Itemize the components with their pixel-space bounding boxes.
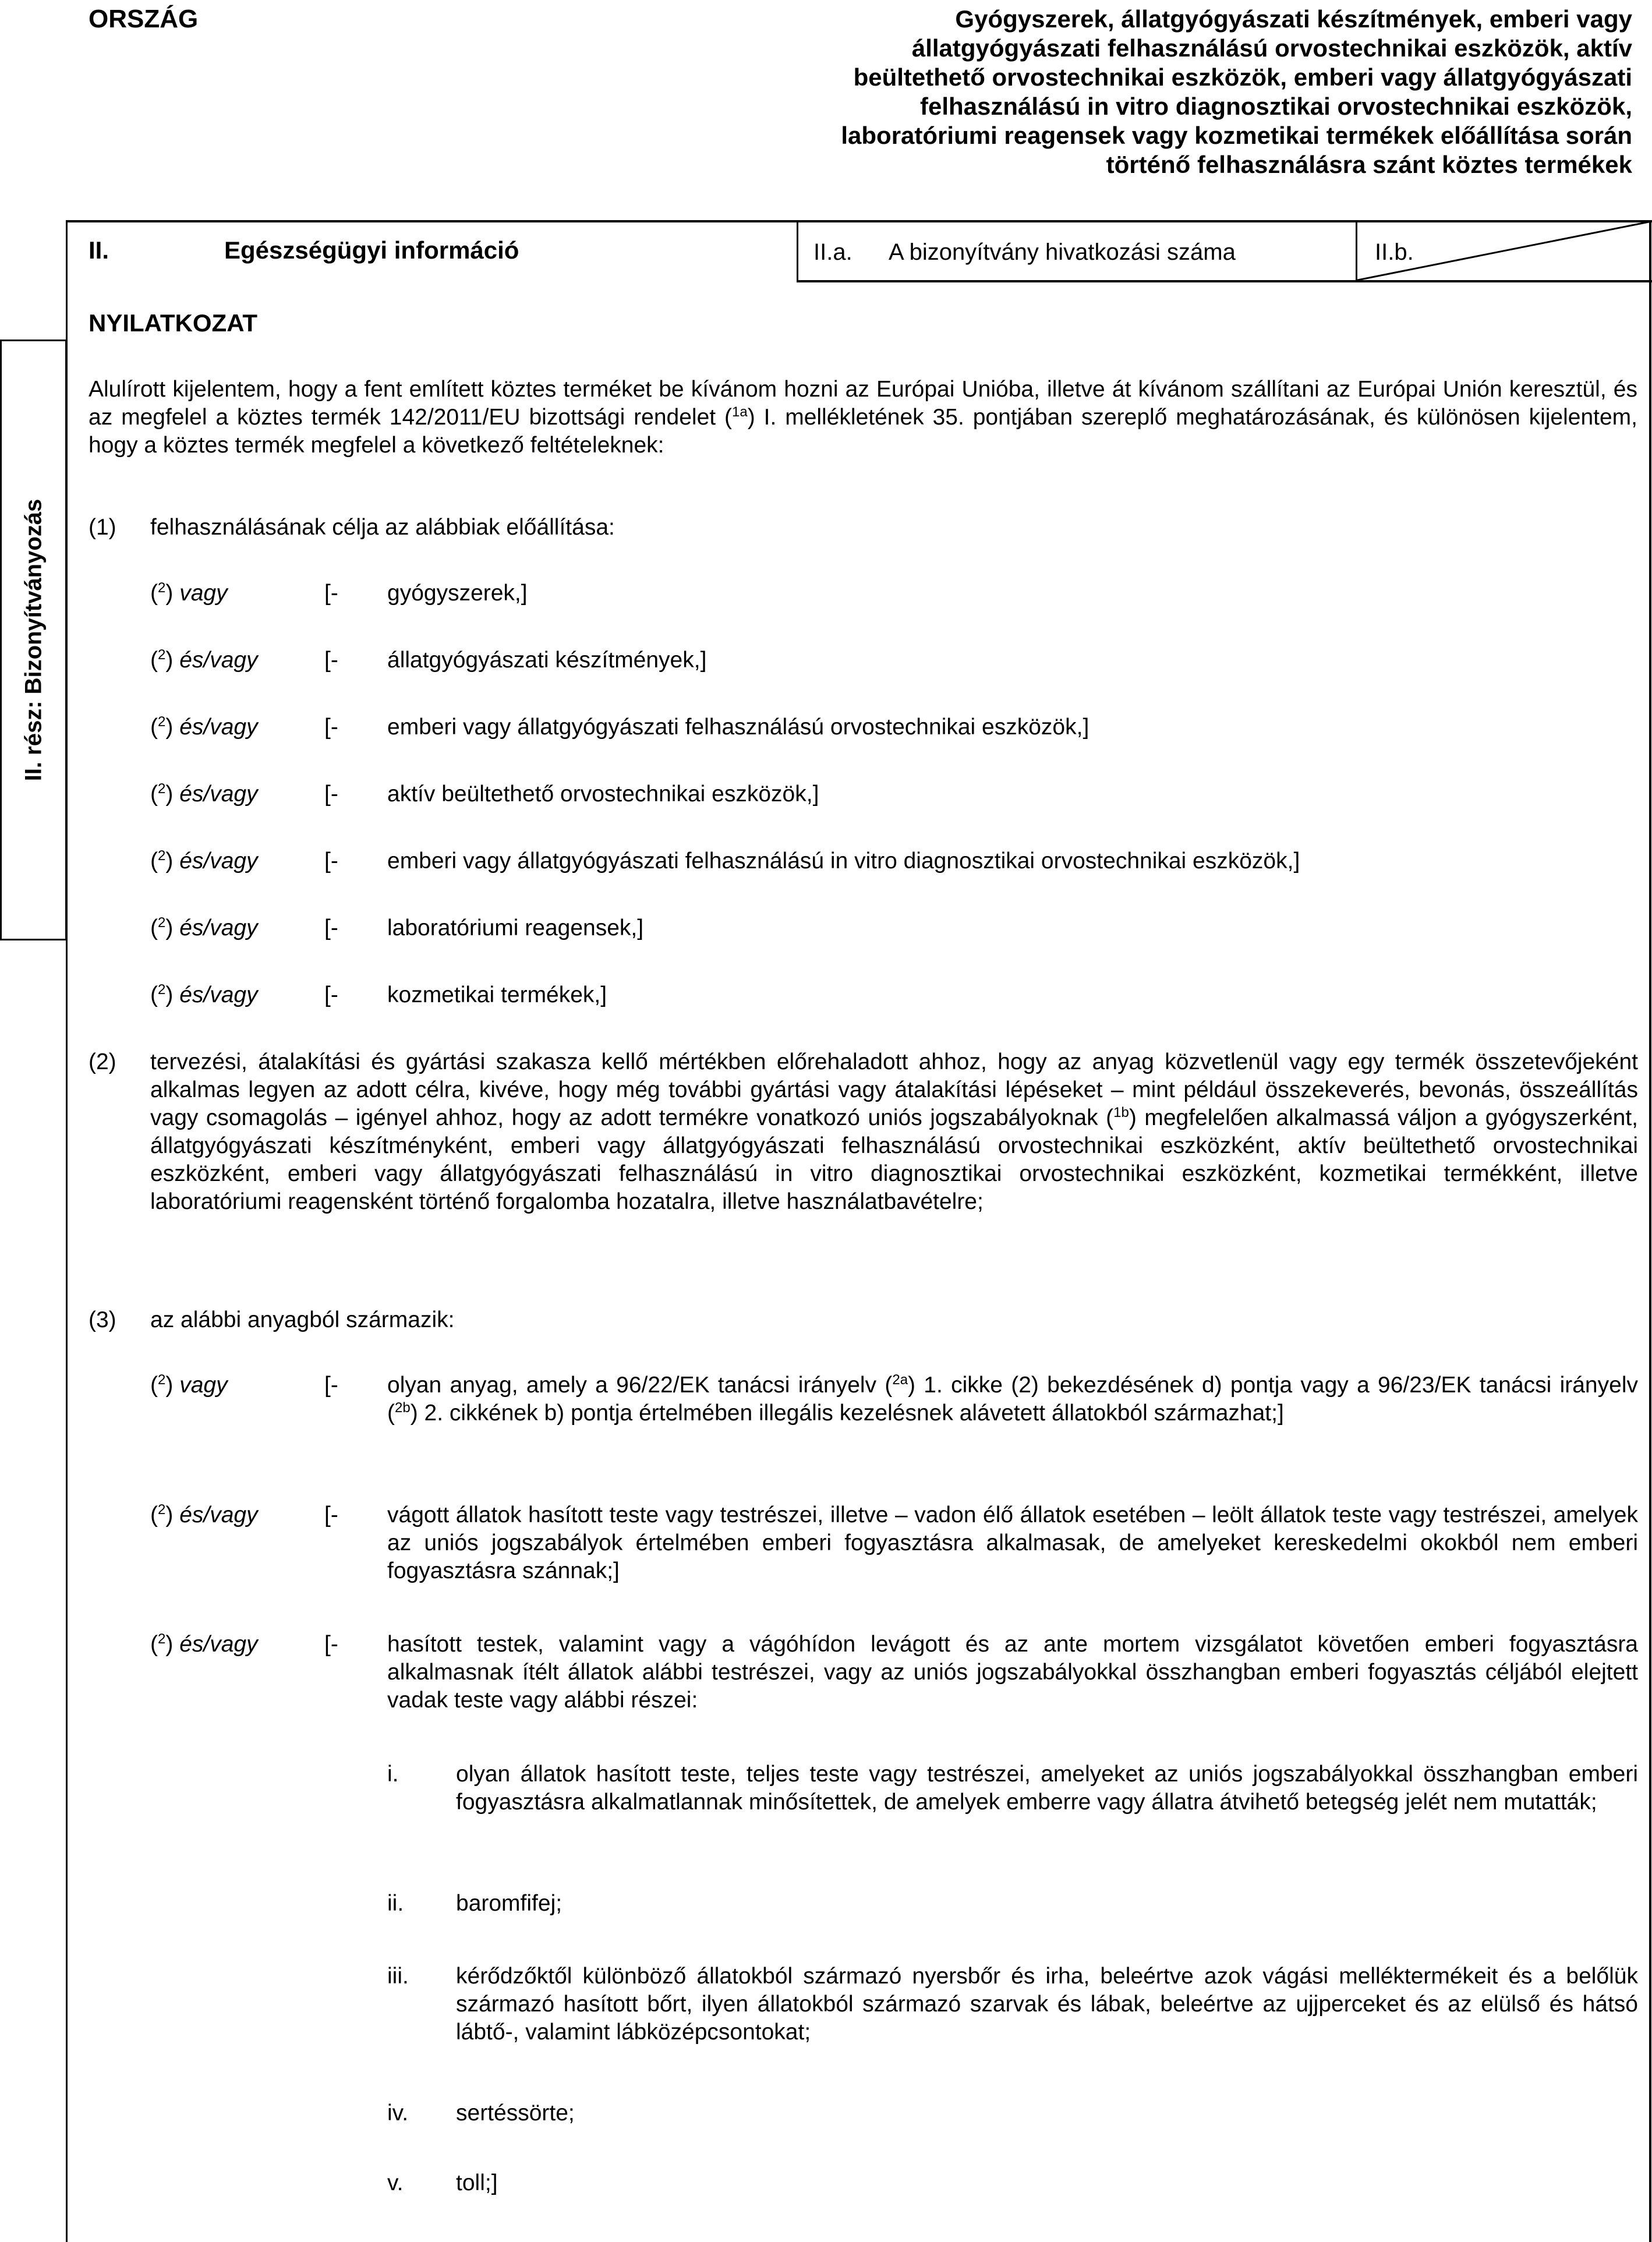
point-1-text: felhasználásának célja az alábbiak előállítása: xyxy=(150,515,615,540)
option-text: állatgyógyászati készítmények,] xyxy=(387,648,707,673)
option-bracket: [- xyxy=(324,648,338,673)
option-bracket: [- xyxy=(324,982,338,1007)
subitem-text: sertéssörte; xyxy=(456,2100,575,2126)
option-label: ($^2$) és/vagy xyxy=(150,781,258,807)
subitem-text: kérődzőktől különböző állatokból származó nyersbőr és irha, beleértve azok vágási melléktermékeit és a belőlük származó hasított bőrt, ilyen állatokból származó szarvak és lábak, beleértve az ujjperceket és az elülső és hátsó lábtő-, valamint lábközépcsontokat; xyxy=(456,1964,1638,2045)
certificate-reference-cell[interactable] xyxy=(797,221,1356,282)
cell-a-number: II.a. xyxy=(813,239,852,265)
option-label: ($^2$) és/vagy xyxy=(150,848,258,874)
option-bracket: [- xyxy=(324,581,338,606)
cell-a-label: A bizonyítvány hivatkozási száma xyxy=(889,239,1236,265)
subitem-text: toll;] xyxy=(456,2170,498,2195)
frame-right-border xyxy=(1649,220,1651,2242)
subitem-number: iv. xyxy=(387,2100,409,2126)
option-label: ($^2$) és/vagy xyxy=(150,982,258,1007)
point-2-text: tervezési, átalakítási és gyártási szakasza kellő mértékben előrehaladott ahhoz, hogy az anyag közvetlenül vagy egy termék összetevőjeként alkalmas legyen az adott célra, kivéve, hogy még további gyártási vagy átalakítási lépéseket – mint például összekeverés, bevonás, összeállítás vagy csomagolás – igényel ahhoz, hogy az adott termékre vonatkozó uniós jogszabályoknak ($^{1b}$) megfelelően alkalmassá váljon a gyógyszerként, állatgyógyászati készítményként, emberi vagy állatgyógyászati felhasználású orvostechnikai eszközként, aktív beültethető orvostechnikai eszközként, emberi vagy állatgyógyászati felhasználású in vitro diagnosztikai orvostechnikai eszközként, kozmetikai termékként, illetve laboratóriumi reagensként történő forgalomba hozatalra, illetve használatbavételre; xyxy=(150,1049,1639,1214)
option-bracket: [- xyxy=(324,848,338,874)
declaration-title: NYILATKOZAT xyxy=(89,309,258,337)
option-bracket: [- xyxy=(324,915,338,940)
subitem-text: baromfifej; xyxy=(456,1891,563,1916)
cell-b-number: II.b. xyxy=(1375,239,1414,265)
point-3-number: (3) xyxy=(89,1307,116,1332)
sidebar-label: II. rész: Bizonyítványozás xyxy=(20,498,46,781)
option-label: ($^2$) vagy xyxy=(150,1372,228,1398)
document-title: Gyógyszerek, állatgyógyászati készítmények, emberi vagy állatgyógyászati felhasználású orvostechnikai eszközök, aktív beültethető orvostechnikai eszközök, emberi vagy állatgyógyászati felhasználású in vitro diagnosztikai orvostechnikai eszközök, laboratóriumi reagensek vagy kozmetikai termékek előállítása során történő felhasználásra szánt köztes termékek xyxy=(841,5,1632,178)
option-bracket: [- xyxy=(324,1632,338,1657)
subitem-number: i. xyxy=(387,1762,399,1787)
subitem-number: v. xyxy=(387,2170,404,2195)
option-label: ($^2$) és/vagy xyxy=(150,1631,258,1657)
option-bracket: [- xyxy=(324,1502,338,1527)
option-text: emberi vagy állatgyógyászati felhasználású in vitro diagnosztikai orvostechnikai eszközök,] xyxy=(387,848,1300,874)
option-label: ($^2$) vagy xyxy=(150,580,228,606)
option-text: hasított testek, valamint vagy a vágóhídon levágott és az ante mortem vizsgálatot követően emberi fogyasztásra alkalmasnak ítélt állatok alábbi testrészei, vagy az uniós jogszabályokkal összhangban emberi fogyasztás céljából elejtett vadak teste vagy alábbi részei: xyxy=(387,1632,1638,1713)
cell-b-struck xyxy=(1356,221,1652,282)
point-1-number: (1) xyxy=(89,515,116,540)
option-text: emberi vagy állatgyógyászati felhasználású orvostechnikai eszközök,] xyxy=(387,715,1089,740)
option-text: gyógyszerek,] xyxy=(387,581,528,606)
option-text: vágott állatok hasított teste vagy testrészei, illetve – vadon élő állatok esetében – leölt állatok teste vagy testrészei, amelyek az uniós jogszabályok értelmében emberi fogyasztásra alkalmasak, de amelyeket kereskedelmi okokból nem emberi fogyasztásra szánnak;] xyxy=(387,1502,1638,1583)
option-label: ($^2$) és/vagy xyxy=(150,1502,258,1527)
option-label: ($^2$) és/vagy xyxy=(150,915,258,940)
option-text: aktív beültethető orvostechnikai eszközök,] xyxy=(387,781,819,807)
option-bracket: [- xyxy=(324,781,338,807)
point-3-text: az alábbi anyagból származik: xyxy=(150,1307,455,1332)
subitem-number: iii. xyxy=(387,1964,409,1989)
section-title: Egészségügyi információ xyxy=(224,236,519,264)
part-sidebar xyxy=(0,340,67,940)
option-text: olyan anyag, amely a 96/22/EK tanácsi irányelv ($^{2a}$) 1. cikke (2) bekezdésének d) pontja vagy a 96/23/EK tanácsi irányelv ($^{2b}$) 2. cikkének b) pontja értelmében illegális kezelésnek alávetett állatokból származhat;] xyxy=(387,1372,1638,1426)
option-label: ($^2$) és/vagy xyxy=(150,714,258,740)
option-text: kozmetikai termékek,] xyxy=(387,982,607,1007)
option-bracket: [- xyxy=(324,1373,338,1398)
option-bracket: [- xyxy=(324,715,338,740)
option-text: laboratóriumi reagensek,] xyxy=(387,915,644,940)
subitem-number: ii. xyxy=(387,1891,404,1916)
declaration-intro: Alulírott kijelentem, hogy a fent említett köztes terméket be kívánom hozni az Európai Unióba, illetve át kívánom szállítani az Európai Unión keresztül, és az megfelel a köztes termék 142/2011/EU bizottsági rendelet ($^{1a}$) I. mellékletének 35. pontjában szereplő meghatározásának, és különösen kijelentem, hogy a köztes termék megfelel a következő feltételeknek: xyxy=(89,377,1637,458)
subitem-text: olyan állatok hasított teste, teljes teste vagy testrészei, amelyeket az uniós jogszabályokkal összhangban emberi fogyasztásra alkalmatlannak minősítettek, de amelyek emberre vagy állatra átvihető betegség jelét nem mutatták; xyxy=(456,1762,1638,1815)
country-label: ORSZÁG xyxy=(89,5,199,33)
point-2-number: (2) xyxy=(89,1049,116,1074)
option-label: ($^2$) és/vagy xyxy=(150,647,258,673)
section-number: II. xyxy=(89,236,109,264)
